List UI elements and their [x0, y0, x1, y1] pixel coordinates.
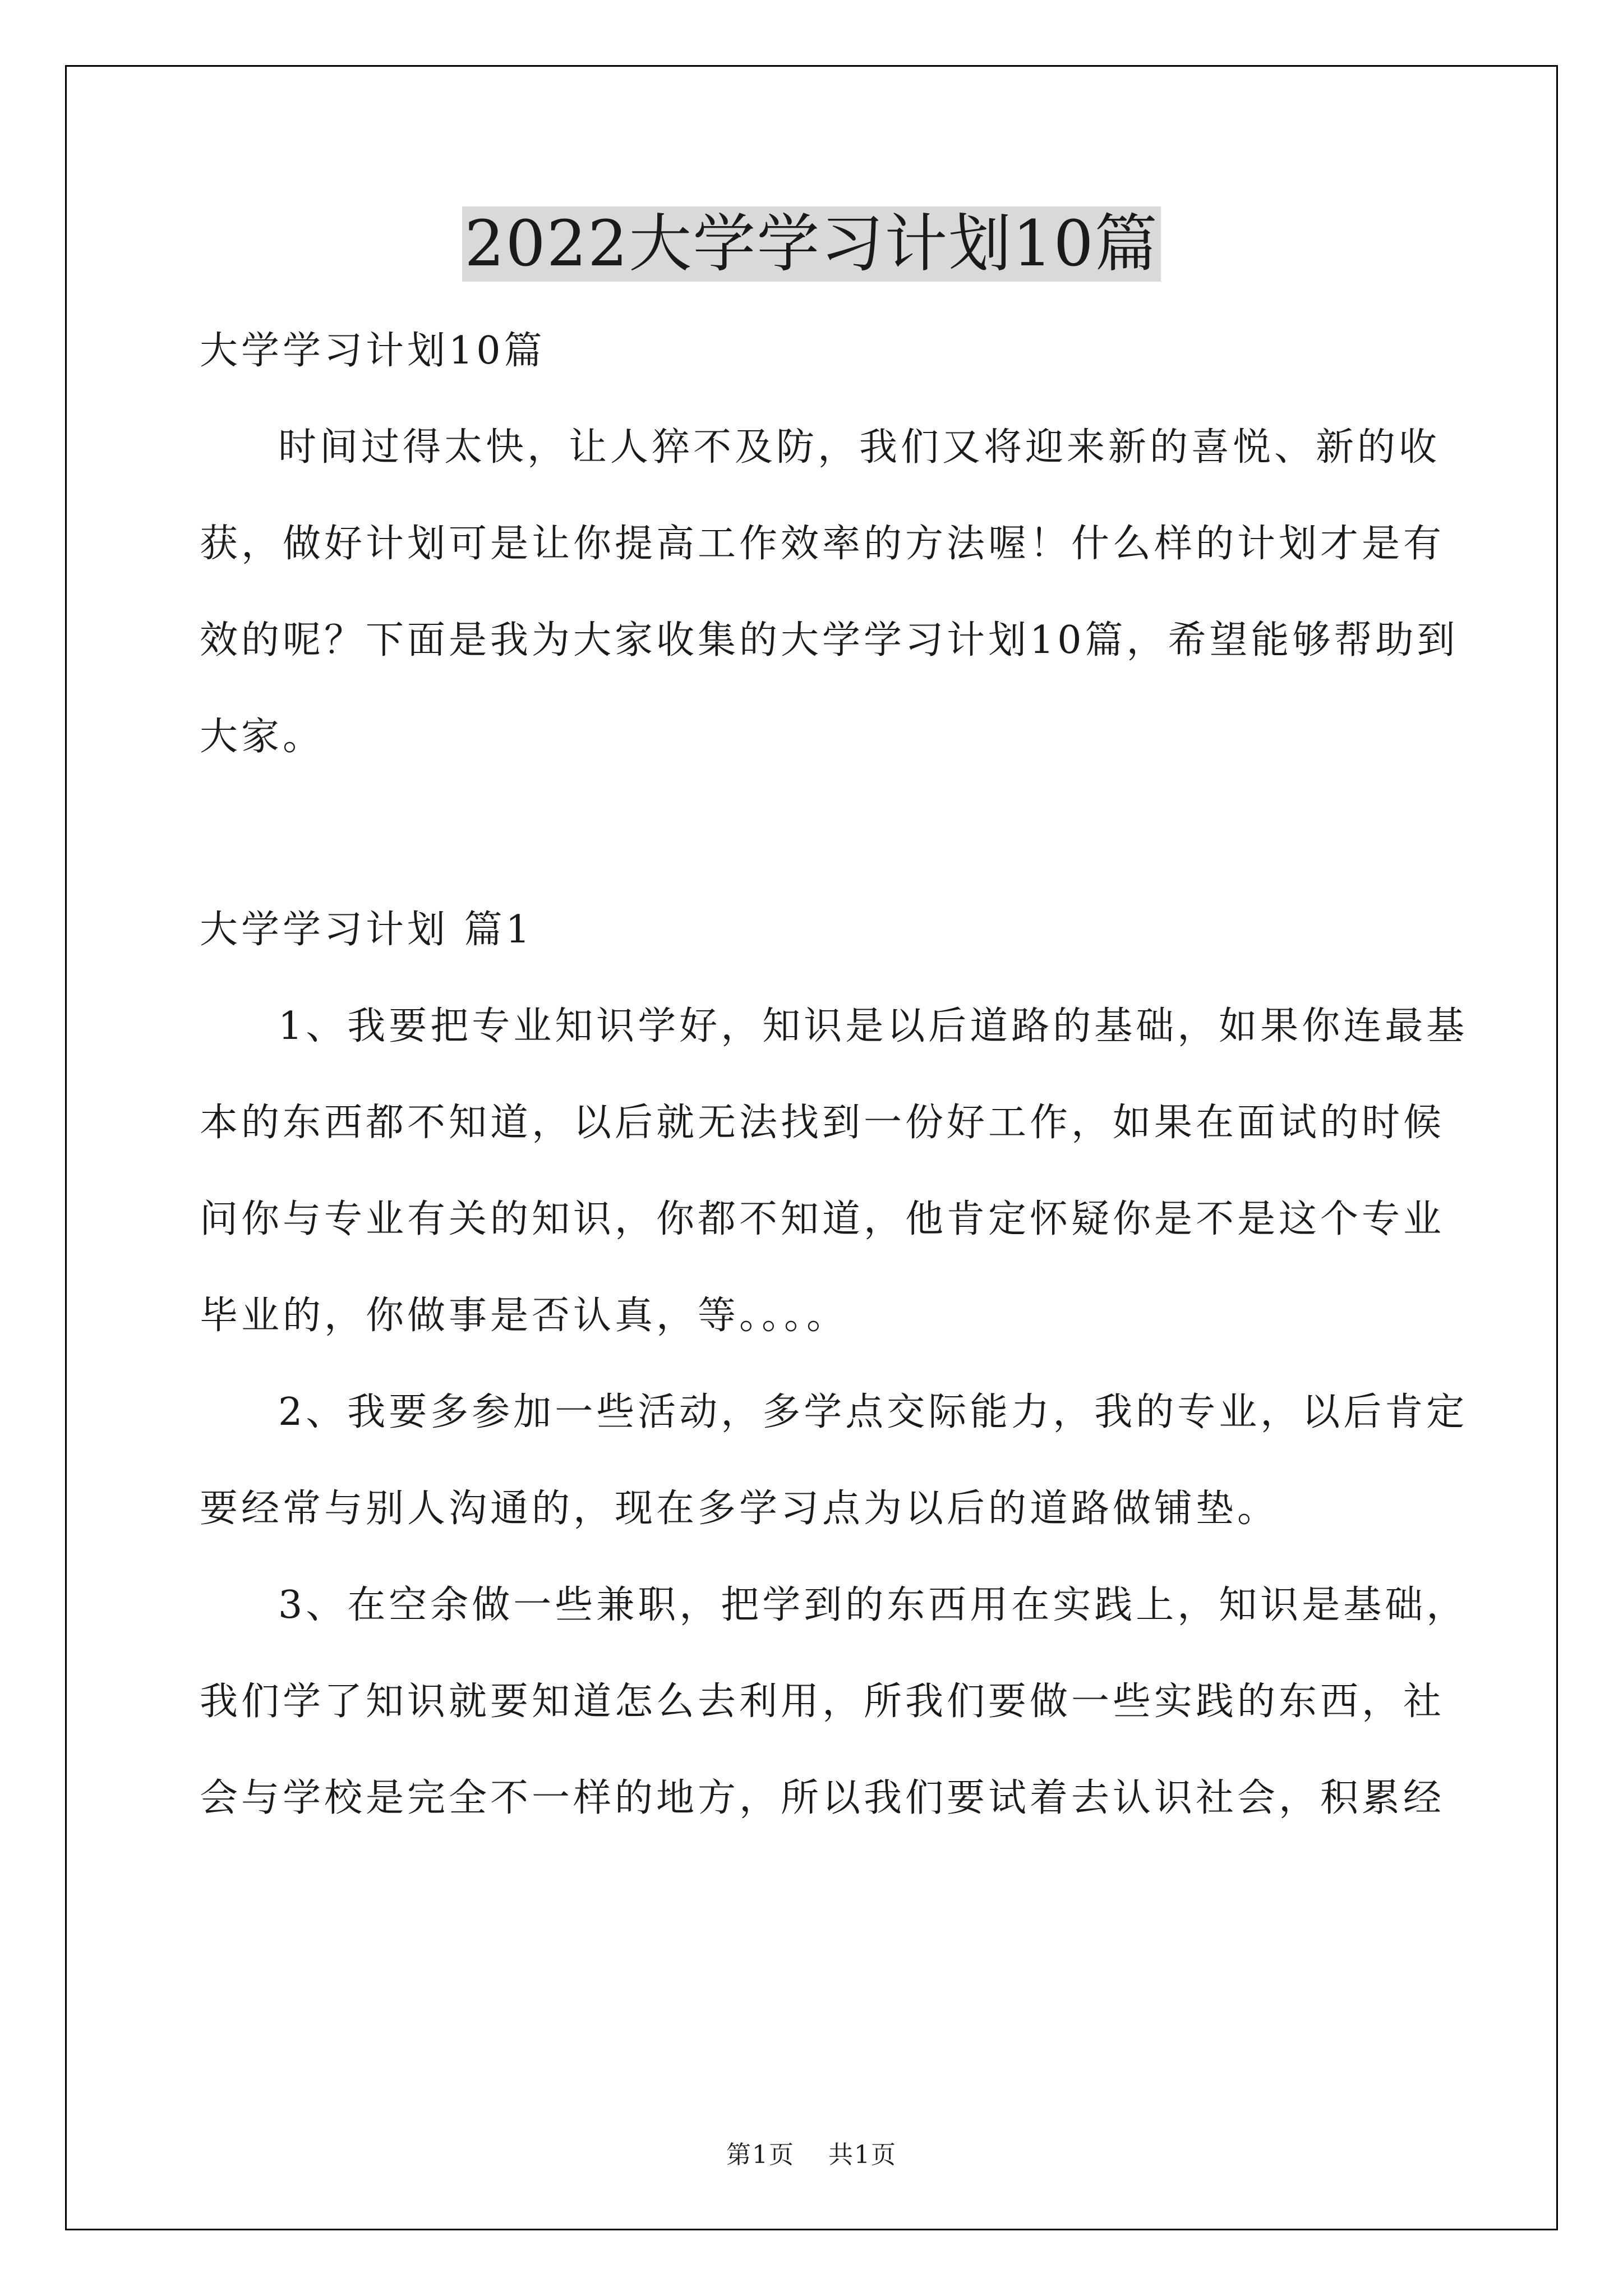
page-total: 共1页	[828, 2141, 897, 2169]
intro-line: 大家。	[200, 715, 325, 759]
item-1-line: 问你与专业有关的知识，你都不知道，他肯定怀疑你是不是这个专业	[200, 1197, 1445, 1241]
item-1-line: 毕业的，你做事是否认真，等。。。。	[200, 1294, 849, 1338]
document-body	[200, 303, 1468, 1847]
item-3-line: 会与学校是完全不一样的地方，所以我们要试着去认识社会，积累经	[200, 1776, 1445, 1820]
document-title: 2022大学学习计划10篇	[462, 206, 1161, 282]
intro-line: 效的呢？下面是我为大家收集的大学学习计划10篇，希望能够帮助到	[200, 618, 1459, 662]
subtitle: 大学学习计划10篇	[200, 329, 546, 373]
title-container	[0, 206, 1623, 282]
page-footer	[0, 2134, 1623, 2170]
item-3-line: 3、在空余做一些兼职，把学到的东西用在实践上，知识是基础，	[278, 1583, 1468, 1627]
intro-line: 时间过得太快，让人猝不及防，我们又将迎来新的喜悦、新的收	[278, 425, 1441, 470]
item-1-line: 1、我要把专业知识学好，知识是以后道路的基础，如果你连最基	[278, 1004, 1468, 1048]
section-heading: 大学学习计划 篇1	[200, 908, 533, 952]
intro-line: 获，做好计划可是让你提高工作效率的方法喔！什么样的计划才是有	[200, 522, 1445, 566]
item-2-line: 2、我要多参加一些活动，多学点交际能力，我的专业，以后肯定	[278, 1390, 1468, 1434]
item-1-line: 本的东西都不知道，以后就无法找到一份好工作，如果在面试的时候	[200, 1101, 1445, 1145]
item-2-line: 要经常与别人沟通的，现在多学习点为以后的道路做铺垫。	[200, 1487, 1279, 1531]
spacer	[200, 785, 1428, 882]
item-3-line: 我们学了知识就要知道怎么去利用，所我们要做一些实践的东西，社	[200, 1680, 1445, 1724]
page-number: 第1页	[726, 2141, 795, 2169]
